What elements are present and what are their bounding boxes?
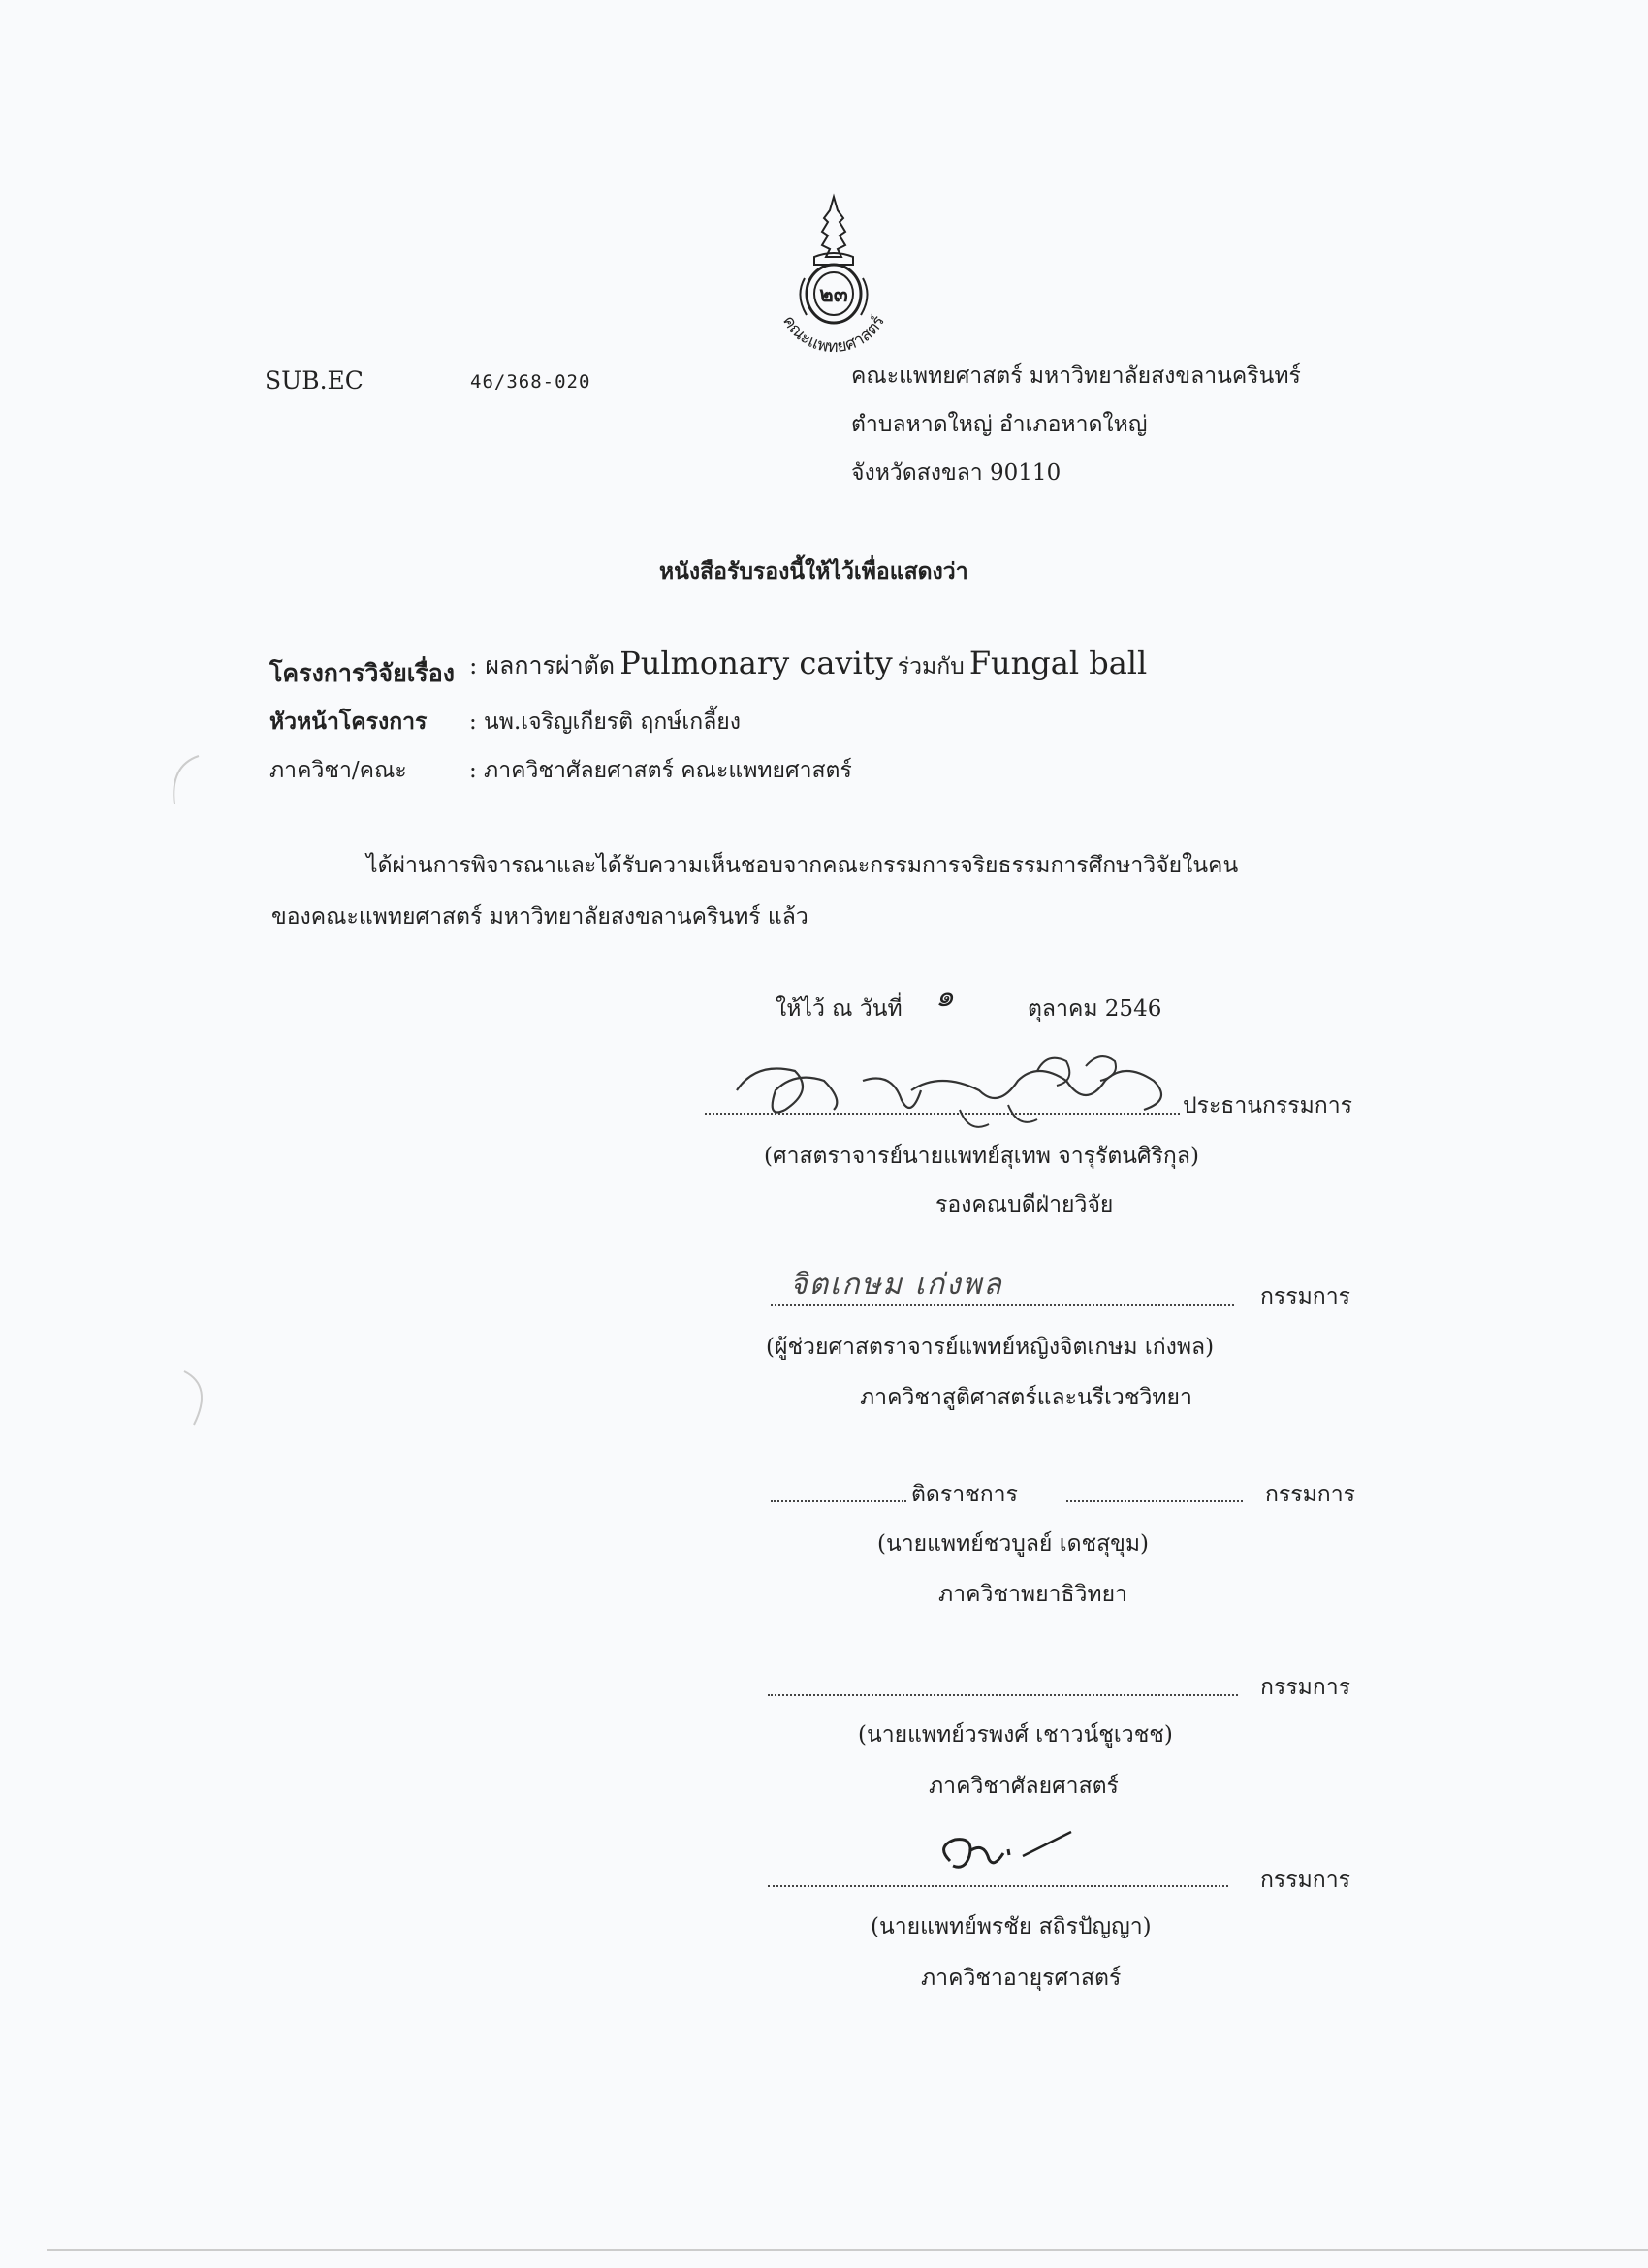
- project-head: : นพ.เจริญเกียรติ ฤกษ์เกลี้ยง: [469, 709, 742, 735]
- signature-5: [926, 1812, 1091, 1890]
- signature-line-5: [768, 1885, 1228, 1887]
- role-1: ประธานกรรมการ: [1183, 1093, 1352, 1118]
- address-line-2: ตำบลหาดใหญ่ อำเภอหาดใหญ่: [851, 412, 1148, 437]
- document-title: หนังสือรับรองนี้ให้ไว้เพื่อแสดงว่า: [659, 558, 968, 584]
- name-2: (ผู้ช่วยศาสตราจารย์แพทย์หญิงจิตเกษม เก่งพล): [766, 1335, 1215, 1360]
- date-day: ๑: [935, 980, 955, 1014]
- name-5: (นายแพทย์พรชัย สถิรปัญญา): [871, 1914, 1152, 1939]
- svg-text:คณะแพทยศาสตร์: คณะแพทยศาสตร์: [778, 312, 889, 354]
- label-project-head: หัวหน้าโครงการ: [269, 709, 428, 735]
- date-month-year: ตุลาคม 2546: [1028, 996, 1162, 1022]
- name-3: (นายแพทย์ชวบูลย์ เดชสุขุม): [877, 1531, 1150, 1557]
- project-title: : ผลการผ่าตัด Pulmonary cavity ร่วมกับ Fungal ball: [469, 645, 1148, 681]
- punch-hole-mark-top: [155, 746, 213, 824]
- position-5: ภาควิชาอายุรศาสตร์: [921, 1966, 1122, 1991]
- body-line-1: ได้ผ่านการพิจารณาและได้รับความเห็นชอบจากคณะกรรมการจริยธรรมการศึกษาวิจัยในคน: [366, 853, 1239, 878]
- name-4: (นายแพทย์วรพงศ์ เชาวน์ชูเวชช): [858, 1722, 1173, 1748]
- address-line-1: คณะแพทยศาสตร์ มหาวิทยาลัยสงขลานครินทร์: [851, 363, 1301, 389]
- signature-line-4: [768, 1694, 1238, 1696]
- note-3: ติดราชการ: [911, 1482, 1018, 1507]
- role-4: กรรมการ: [1260, 1675, 1350, 1700]
- signature-2: จิตเกษม เก่งพล: [790, 1268, 1003, 1302]
- project-department: : ภาควิชาศัลยศาสตร์ คณะแพทยศาสตร์: [469, 758, 852, 783]
- ref-number: 46/368-020: [470, 371, 591, 393]
- ref-code: SUB.EC: [265, 366, 364, 394]
- position-3: ภาควิชาพยาธิวิทยา: [938, 1582, 1127, 1607]
- signature-line-3b: [1066, 1500, 1243, 1502]
- position-2: ภาควิชาสูติศาสตร์และนรีเวชวิทยา: [860, 1385, 1192, 1410]
- faculty-seal-logo: [756, 189, 911, 354]
- role-2: กรรมการ: [1260, 1284, 1350, 1309]
- label-department: ภาควิชา/คณะ: [269, 758, 407, 783]
- address-line-3: จังหวัดสงขลา 90110: [851, 460, 1062, 486]
- position-1: รองคณบดีฝ่ายวิจัย: [935, 1192, 1114, 1217]
- name-1: (ศาสตราจารย์นายแพทย์สุเทพ จารุรัตนศิริกุล): [764, 1144, 1199, 1169]
- role-3: กรรมการ: [1265, 1482, 1355, 1507]
- punch-hole-mark-bottom: [165, 1362, 223, 1439]
- label-project-title: โครงการวิจัยเรื่อง: [269, 659, 455, 687]
- svg-text:๒๓: ๒๓: [819, 282, 848, 307]
- scan-edge-line: [47, 2249, 1648, 2251]
- body-line-2: ของคณะแพทยศาสตร์ มหาวิทยาลัยสงขลานครินทร์ แล้ว: [271, 904, 808, 929]
- role-5: กรรมการ: [1260, 1868, 1350, 1893]
- date-prefix: ให้ไว้ ณ วันที่: [776, 996, 903, 1022]
- signature-line-3a: [771, 1500, 906, 1502]
- position-4: ภาควิชาศัลยศาสตร์: [929, 1774, 1119, 1799]
- signature-1: [717, 1052, 1202, 1139]
